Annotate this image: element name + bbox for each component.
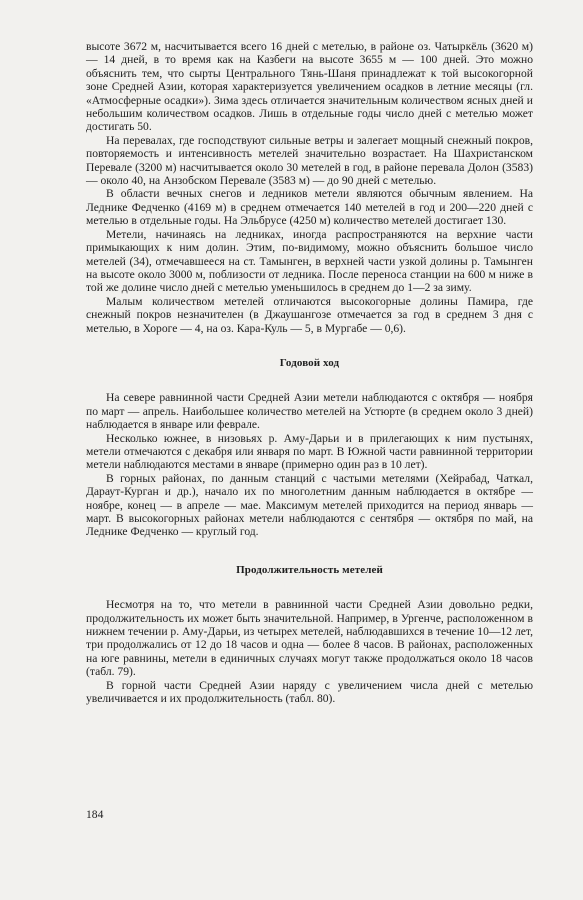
paragraph-mountain-regions: В горных районах, по данным станций с частыми метелями (Хейрабад, Чаткал, Дараут-Курган и др.), начало их по многолетним данным наблюдается в октябре — ноябре, конец — в апреле — мае. Максимум метелей приходится на период январь — март. В высокогорных районах метели наблюдаются с сентября — октября по май, на Леднике Федченко — круглый год. [86,471,533,539]
section-heading-duration: Продолжительность метелей [236,563,383,576]
section-heading-annual: Годовой ход [279,356,340,369]
paragraph-glaciers: В области вечных снегов и ледников метели являются обычным явлением. На Леднике Федченко (4169 м) в среднем отмечается 140 метелей в год и 200—220 дней с метелью в отдельные годы. На Эльбрусе (4250 м) количество метелей достигает 130. [86,187,533,228]
paragraph-mountain-duration: В горной части Средней Азии наряду с увеличением числа дней с метелью увеличивается и их продолжительность (табл. 80). [86,678,533,706]
paragraph-passes: На перевалах, где господствуют сильные ветры и залегает мощный снежный покров, повторяемость и интенсивность метелей значительно возрастает. На Шахристанском Перевале (3200 м) насчитывается около 30 метелей в год, в районе перевала Долон (3583) — около 40, на Анзобском Перевале (3583 м) — до 90 дней с метелью. [86,133,533,188]
paragraph-north-plains: На севере равнинной части Средней Азии метели наблюдаются с октября — ноября по март — апрель. Наибольшее количество метелей на Устюрте (в среднем около 3 дней) наблюдается в январе или феврале. [86,391,533,432]
paragraph-amu-darya: Несколько южнее, в низовьях р. Аму-Дарьи и в прилегающих к ним пустынях, метели отмечаются с декабря или января по март. В Южной части равнинной территории метели наблюдаются местами в январе (примерно один раз в 10 лет). [86,431,533,472]
paragraph-valleys: Метели, начинаясь на ледниках, иногда распространяются на верхние части примыкающих к ним долин. Этим, по-видимому, можно объяснить большое число метелей (34), отмечавшееся на ст. Тамынген, в верхней части узкой долины р. Тамынген на высоте около 3000 м, поблизости от ледника. После переноса станции на 600 м ниже в той же долине число дней с метелью уменьшилось в среднем до 1—2 за зиму. [86,227,533,295]
paragraph-pamir: Малым количеством метелей отличаются высокогорные долины Памира, где снежный покров незначителен (в Джаушангозе отмечается за год в среднем 3 дня с метелью, в Хороге — 4, на оз. Кара-Куль — 5, в Мургабе — 0,6). [86,294,533,335]
text-column [86,40,533,705]
page-number: 184 [86,808,104,821]
paragraph-continuation: высоте 3672 м, насчитывается всего 16 дней с метелью, в районе оз. Чатыркёль (3620 м) — 14 дней, в то время как на Казбеги на высоте 3655 м — 100 дней. Это можно объяснить тем, что сырты Центрального Тянь-Шаня принадлежат к той высокогорной зоне Средней Азии, которая характеризуется увеличением осадков в летние месяцы (гл. «Атмосферные осадки»). Зима здесь отличается значительным количеством ясных дней и небольшим количеством осадков. Лишь в отдельные годы число дней с метелью может достигать 50. [86,40,533,134]
paragraph-urgench: Несмотря на то, что метели в равнинной части Средней Азии довольно редки, продолжительность их может быть значительной. Например, в Ургенче, расположенном в нижнем течении р. Аму-Дарьи, из четырех метелей, наблюдавшихся в течение 10—12 лет, три продолжались от 12 до 18 часов и одна — более 8 часов. В районах, расположенных на юге равнины, метели в единичных случаях могут также продолжаться около 18 часов (табл. 79). [86,598,533,679]
